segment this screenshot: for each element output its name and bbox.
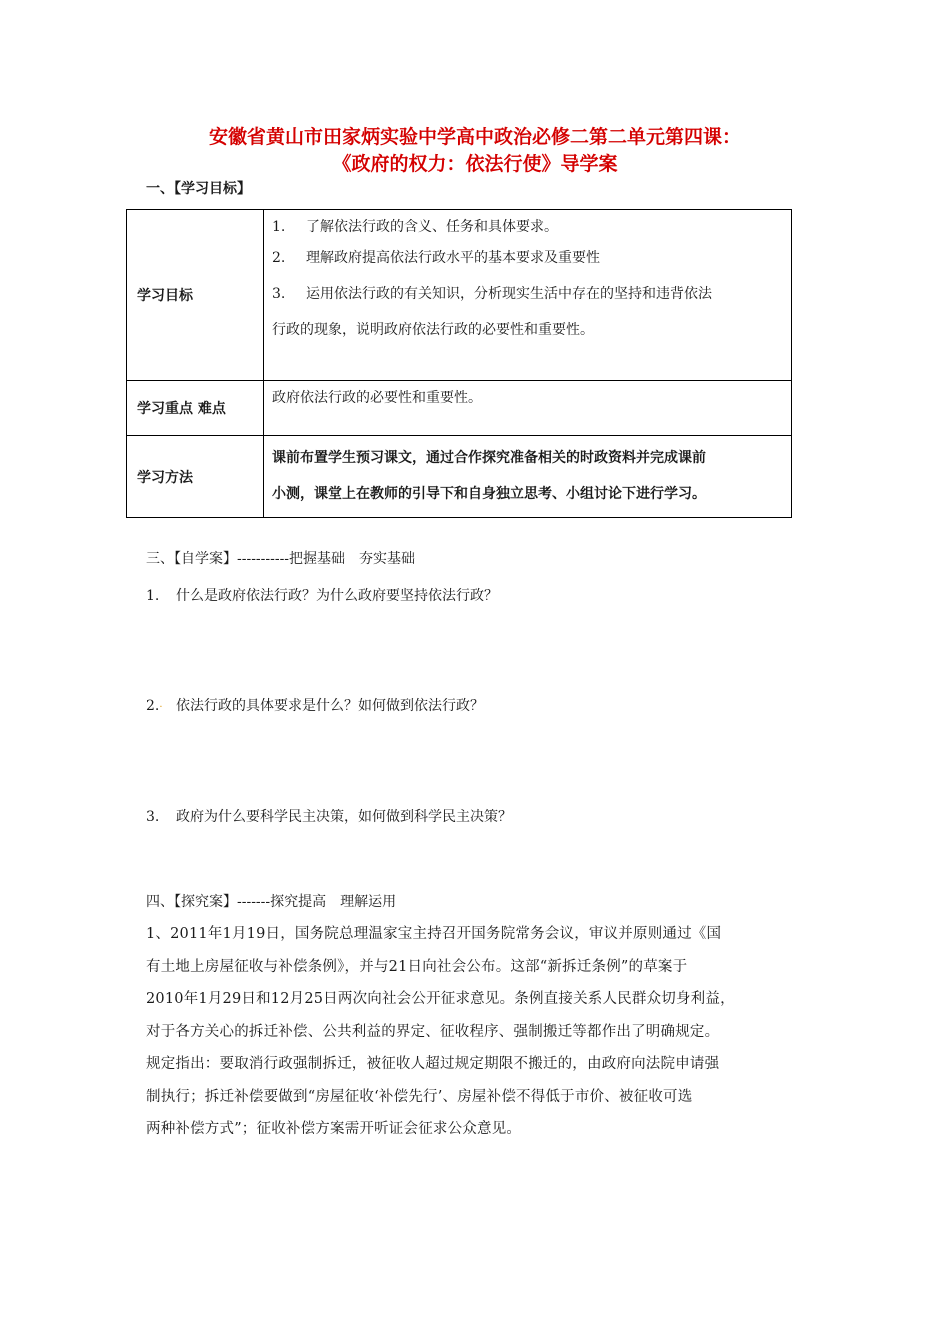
section-heading-inquiry: 四、【探究案】-------探究提高 理解运用 [146, 894, 397, 910]
section-heading-self-study: 三、【自学案】-----------把握基础 夯实基础 [146, 551, 416, 567]
goal-item-1: 1. 了解依法行政的含义、任务和具体要求。 [272, 219, 558, 235]
row-label-key-points: 学习重点 难点 [127, 381, 264, 436]
stray-mark: · [159, 702, 163, 713]
case-line: 2010年1月29日和12月25日两次向社会公开征求意见。条例直接关系人民群众切身利益， [146, 991, 735, 1007]
question-2: 2.· 依法行政的具体要求是什么？如何做到依法行政？ [146, 698, 484, 714]
question-3: 3. 政府为什么要科学民主决策，如何做到科学民主决策？ [146, 809, 512, 825]
method-line-2: 小测，课堂上在教师的引导下和自身独立思考、小组讨论下进行学习。 [272, 486, 706, 502]
learning-goals-table [126, 209, 792, 518]
table-row-goals [127, 210, 792, 381]
case-study-paragraph [146, 918, 816, 1146]
case-line: 规定指出：要取消行政强制拆迁，被征收人超过规定期限不搬迁的，由政府向法院申请强 [146, 1056, 720, 1072]
case-line: 两种补偿方式”；征收补偿方案需开听证会征求公众意见。 [146, 1121, 522, 1137]
document-title-line-1: 安徽省黄山市田家炳实验中学高中政治必修二第二单元第四课： [208, 126, 741, 148]
case-line: 对于各方关心的拆迁补偿、公共利益的界定、征收程序、强制搬迁等都作出了明确规定。 [146, 1023, 720, 1040]
row-label-goals: 学习目标 [127, 210, 264, 381]
case-line: 1、2011年1月19日，国务院总理温家宝主持召开国务院常务会议，审议并原则通过《国 [146, 926, 722, 942]
case-line: 有土地上房屋征收与补偿条例》，并与21日向社会公布。这部“新拆迁条例”的草案于 [146, 958, 688, 975]
goal-item-3-continued: 行政的现象，说明政府依法行政的必要性和重要性。 [272, 322, 594, 338]
table-row-key-points [127, 381, 792, 436]
goal-item-3: 3. 运用依法行政的有关知识，分析现实生活中存在的坚持和违背依法 [272, 286, 712, 302]
document-title-line-2: 《政府的权力：依法行使》导学案 [332, 153, 618, 175]
section-heading-learning-goals: 一、【学习目标】 [146, 181, 251, 197]
goals-content [264, 210, 792, 381]
case-line: 制执行；拆迁补偿要做到“房屋征收‘补偿先行’、房屋补偿不得低于市价、被征收可选 [146, 1088, 693, 1105]
row-label-method: 学习方法 [127, 436, 264, 518]
question-1: 1. 什么是政府依法行政？为什么政府要坚持依法行政？ [146, 588, 498, 604]
key-points-content: 政府依法行政的必要性和重要性。 [264, 381, 792, 436]
table-row-method [127, 436, 792, 518]
goal-item-2: 2. 理解政府提高依法行政水平的基本要求及重要性 [272, 250, 600, 266]
method-content [264, 436, 792, 518]
method-line-1: 课前布置学生预习课文，通过合作探究准备相关的时政资料并完成课前 [272, 450, 706, 466]
